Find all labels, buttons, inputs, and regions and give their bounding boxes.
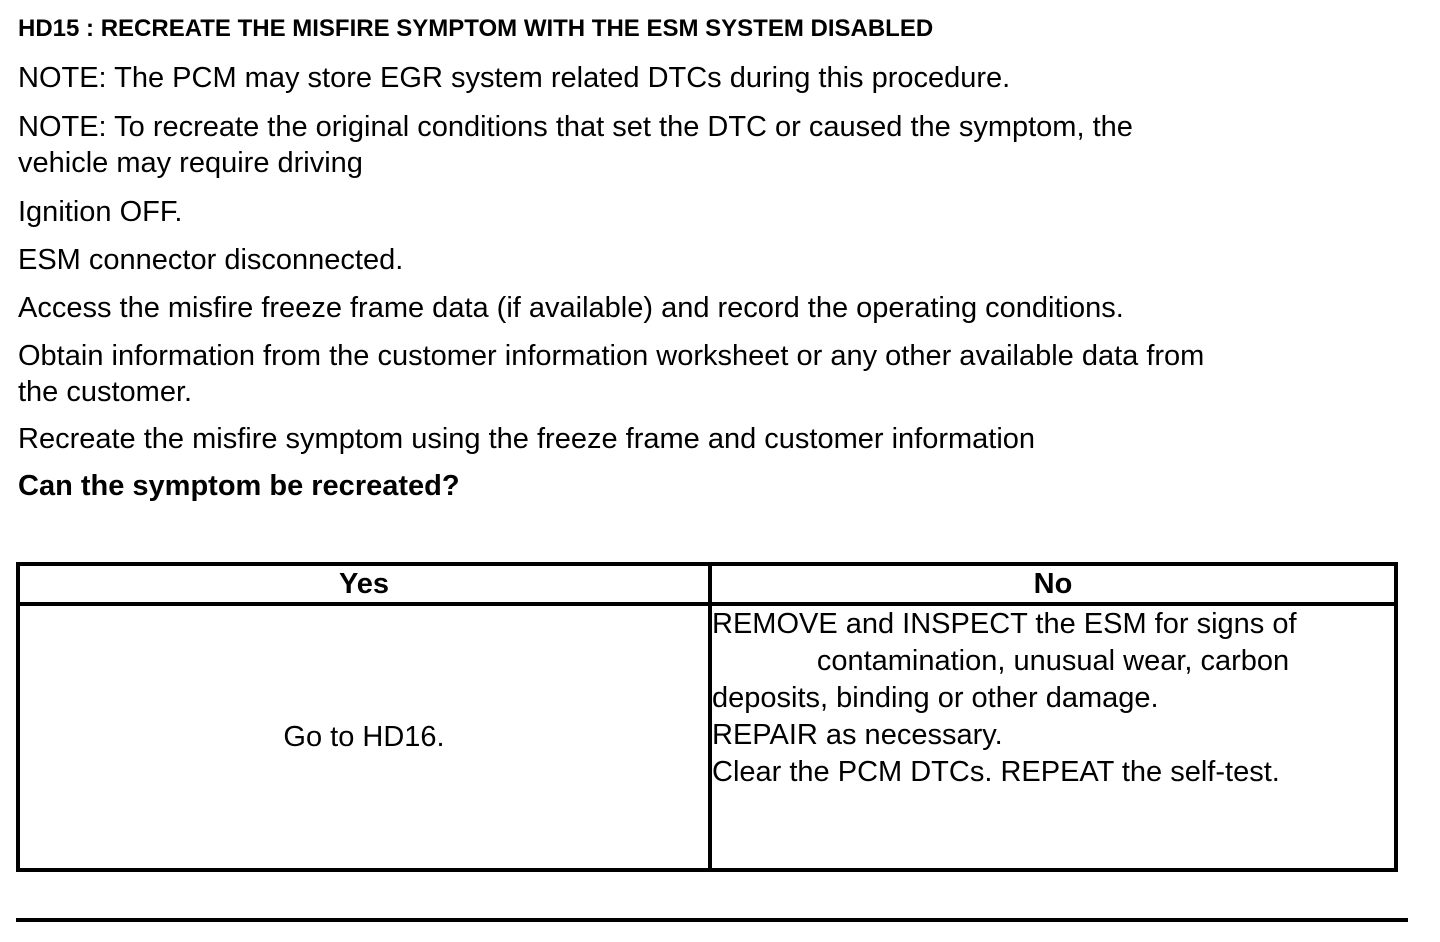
- decision-action-row: [18, 604, 1396, 870]
- yes-column-header: Yes: [18, 564, 710, 604]
- no-action-line: REMOVE and INSPECT the ESM for signs of: [712, 608, 1297, 640]
- note-egr-dtcs: NOTE: The PCM may store EGR system related DTCs during this procedure.: [18, 62, 1011, 94]
- decision-table: [16, 562, 1398, 872]
- yes-action: Go to HD16.: [18, 604, 710, 870]
- freeze-frame-instruction: Access the misfire freeze frame data (if available) and record the operating conditions.: [18, 292, 1124, 324]
- no-action-line: Clear the PCM DTCs. REPEAT the self-test.: [712, 756, 1280, 788]
- note-recreate-conditions-line1: NOTE: To recreate the original conditions that set the DTC or caused the symptom, the: [18, 111, 1133, 143]
- ignition-off-text: Ignition OFF.: [18, 196, 183, 228]
- section-divider: [16, 918, 1408, 922]
- esm-connector-text: ESM connector disconnected.: [18, 244, 404, 276]
- customer-info-instruction-line2: the customer.: [18, 376, 193, 408]
- recreate-instruction: Recreate the misfire symptom using the freeze frame and customer information: [18, 423, 1036, 455]
- note-recreate-conditions: [18, 109, 1133, 181]
- no-action-line: deposits, binding or other damage.: [712, 682, 1159, 714]
- no-action-line: REPAIR as necessary.: [712, 719, 1003, 751]
- note-recreate-conditions-line2: vehicle may require driving: [18, 147, 363, 179]
- no-action: [710, 604, 1396, 870]
- step-title: HD15 : RECREATE THE MISFIRE SYMPTOM WITH THE ESM SYSTEM DISABLED: [18, 15, 934, 42]
- no-column-header: No: [710, 564, 1396, 604]
- customer-info-instruction: [18, 338, 1204, 410]
- no-action-line: contamination, unusual wear, carbon: [816, 645, 1290, 677]
- decision-header-row: [18, 564, 1396, 604]
- customer-info-instruction-line1: Obtain information from the customer information worksheet or any other available data from: [18, 340, 1205, 372]
- step-question: Can the symptom be recreated?: [18, 470, 460, 502]
